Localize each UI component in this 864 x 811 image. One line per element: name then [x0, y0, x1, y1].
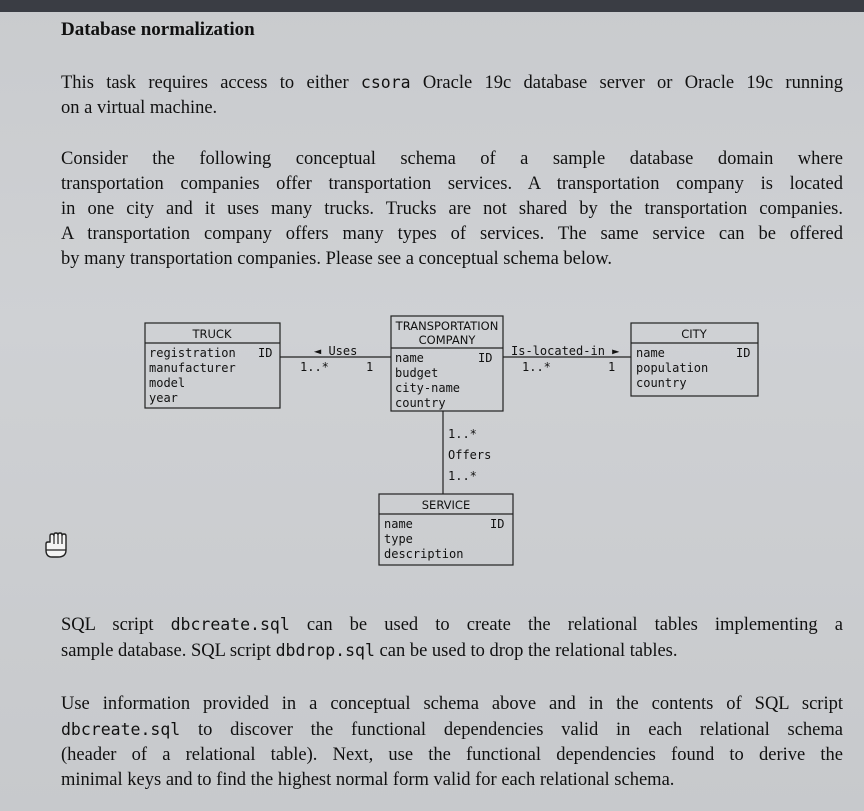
company-attr: city-name: [395, 381, 461, 395]
task-line-2: [61, 717, 843, 743]
task-line-3: (header of a relational table). Next, use the functional dependencies found to derive the: [61, 745, 843, 765]
city-key: ID: [736, 346, 751, 360]
offers-label: Offers: [448, 448, 492, 462]
located-left-mult: 1..*: [522, 360, 551, 374]
task-text: to discover the functional dependencies valid in each relational schema: [180, 720, 843, 740]
company-key: ID: [478, 351, 493, 365]
company-title-1: TRANSPORTATION: [395, 319, 499, 333]
city-title: CITY: [681, 327, 707, 341]
company-title-2: COMPANY: [418, 333, 476, 347]
code-dbcreate: dbcreate.sql: [61, 720, 181, 739]
city-attr: country: [636, 376, 687, 390]
code-csora: csora: [360, 73, 411, 92]
intro-text-2: Oracle 19c database server or Oracle 19c running: [410, 73, 843, 93]
located-label: Is-located-in ►: [511, 344, 620, 358]
page-title: Database normalization: [61, 19, 255, 40]
uses-label: ◄ Uses: [314, 344, 358, 358]
code-dbdrop: dbdrop.sql: [275, 641, 375, 660]
truck-attr: year: [149, 391, 178, 405]
offers-top-mult: 1..*: [448, 427, 477, 441]
truck-attr: model: [149, 376, 186, 390]
hand-cursor-icon: [42, 531, 76, 561]
offers-bottom-mult: 1..*: [448, 469, 477, 483]
city-attr: name: [636, 346, 665, 360]
sql-text: can be used to drop the relational tables.: [374, 641, 678, 661]
intro-line-2: on a virtual machine.: [61, 98, 218, 118]
service-key: ID: [490, 517, 505, 531]
service-attr: name: [384, 517, 413, 531]
intro-text: This task requires access to either: [61, 73, 361, 93]
truck-attr: manufacturer: [149, 361, 236, 375]
truck-attr: registration: [149, 346, 236, 360]
task-line-4: minimal keys and to find the highest normal form valid for each relational schema.: [61, 770, 675, 790]
company-attr: name: [395, 351, 424, 365]
service-title: SERVICE: [421, 498, 471, 512]
schema-line: transportation companies offer transportation services. A transportation company is located: [61, 174, 843, 194]
sql-intro-paragraph: [61, 612, 843, 664]
sql-text: SQL script: [61, 615, 171, 635]
service-attr: type: [384, 532, 413, 546]
truck-key: ID: [258, 346, 273, 360]
sql-line-1: [61, 612, 843, 638]
schema-line: by many transportation companies. Please see a conceptual schema below.: [61, 249, 613, 269]
task-paragraph: [61, 692, 843, 793]
city-attr: population: [636, 361, 709, 375]
company-attr: country: [395, 396, 446, 410]
service-attr: description: [384, 547, 464, 561]
task-line-1: Use information provided in a conceptual schema above and in the contents of SQL script: [61, 694, 843, 714]
code-dbcreate: dbcreate.sql: [170, 615, 290, 634]
uses-left-mult: 1..*: [300, 360, 329, 374]
schema-line: A transportation company offers many types of services. The same service can be offered: [61, 224, 843, 244]
truck-title: TRUCK: [192, 327, 232, 341]
sql-text: sample database. SQL script: [61, 641, 276, 661]
sql-text: can be used to create the relational tables implementing a: [289, 615, 843, 635]
company-attr: budget: [395, 366, 439, 380]
uses-right-mult: 1: [366, 360, 374, 374]
located-right-mult: 1: [608, 360, 616, 374]
sql-line-2: [61, 638, 843, 664]
schema-line: in one city and it uses many trucks. Trucks are not shared by the transportation companies.: [61, 199, 843, 219]
schema-line: Consider the following conceptual schema of a sample database domain where: [61, 149, 843, 169]
